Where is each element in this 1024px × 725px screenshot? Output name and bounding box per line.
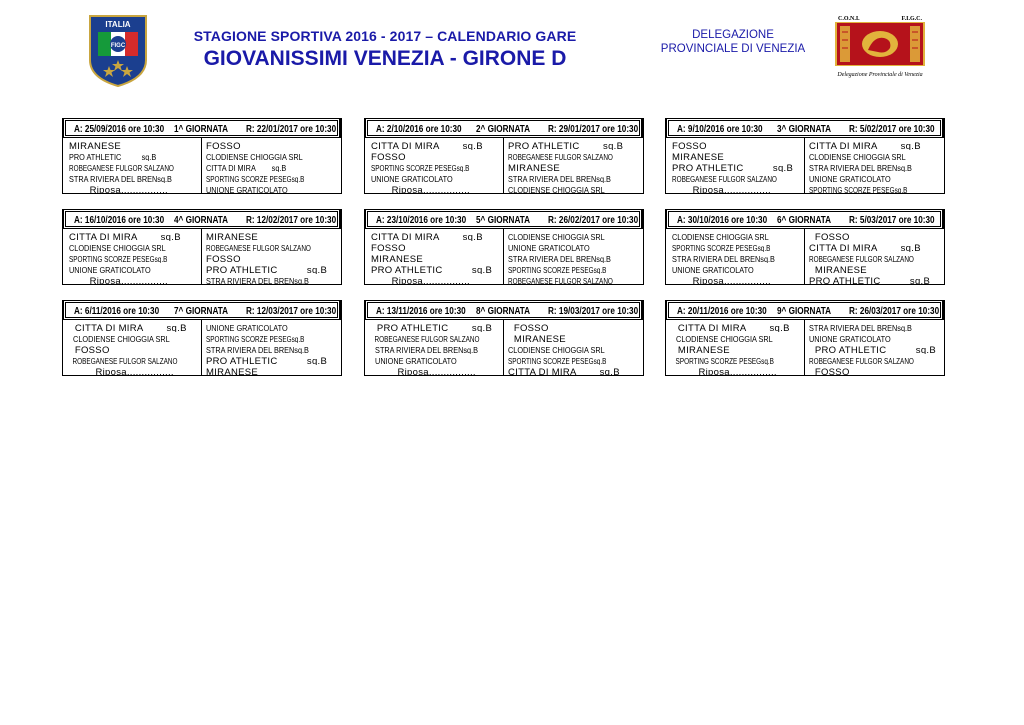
andata-date: A: 20/11/2016 ore 10:30 — [677, 305, 767, 317]
home-team: Riposa................ — [69, 276, 168, 285]
home-team-cell — [69, 139, 199, 150]
match-row — [365, 332, 645, 343]
home-team: MIRANESE — [672, 152, 725, 161]
away-team: ROBEGANESE FULGOR SALZANO — [508, 277, 613, 285]
away-team-cell — [809, 150, 943, 161]
home-team: STRA RIVIERA DEL BRENsq.B — [69, 174, 172, 183]
andata-date: A: 9/10/2016 ore 10:30 — [677, 123, 763, 135]
home-team: Riposa................ — [371, 185, 470, 194]
match-row — [365, 263, 645, 274]
home-team: ROBEGANESE FULGOR SALZANO — [69, 164, 174, 172]
andata-date: A: 23/10/2016 ore 10:30 — [376, 214, 467, 226]
round-number: 2^ GIORNATA — [476, 123, 531, 135]
home-team: Riposa................ — [672, 367, 777, 376]
home-team: CLODIENSE CHIOGGIA SRL — [69, 334, 170, 343]
home-team-cell — [672, 161, 802, 172]
match-row — [63, 354, 343, 365]
home-team: PRO ATHLETIC sq.B — [371, 265, 493, 274]
andata-date: A: 13/11/2016 ore 10:30 — [376, 305, 466, 317]
home-team: CLODIENSE CHIOGGIA SRL — [672, 232, 769, 241]
home-team-cell — [371, 150, 501, 161]
away-team: SPORTING SCORZE PESEGsq.B — [206, 335, 305, 343]
home-team: FOSSO — [69, 345, 110, 354]
ritorno-date: R: 12/03/2017 ore 10:30 — [246, 305, 337, 317]
venice-lion-logo — [834, 16, 926, 80]
away-team: CLODIENSE CHIOGGIA SRL — [508, 345, 605, 354]
home-team-cell — [672, 252, 802, 263]
match-row — [666, 161, 946, 172]
away-team-cell — [809, 332, 943, 343]
home-team: PRO ATHLETIC sq.B — [371, 323, 493, 332]
home-team-cell — [672, 354, 802, 365]
round-header — [62, 209, 342, 229]
andata-date: A: 2/10/2016 ore 10:30 — [376, 123, 462, 135]
delegation-line-2: PROVINCIALE DI VENEZIA — [660, 43, 806, 55]
away-team: FOSSO — [809, 232, 850, 241]
match-row — [365, 161, 645, 172]
ritorno-date: R: 26/02/2017 ore 10:30 — [548, 214, 639, 226]
away-team: PRO ATHLETIC sq.B — [206, 356, 328, 365]
home-team: UNIONE GRATICOLATO — [69, 265, 151, 274]
home-team-cell — [371, 274, 501, 285]
ritorno-date: R: 12/02/2017 ore 10:30 — [246, 214, 337, 226]
away-team-cell — [809, 252, 943, 263]
away-team: STRA RIVIERA DEL BRENsq.B — [809, 323, 912, 332]
match-row — [666, 321, 946, 332]
away-team: CITTA DI MIRA sq.B — [809, 141, 921, 150]
away-team-cell — [206, 321, 340, 332]
away-team-cell — [206, 354, 340, 365]
home-team-cell — [672, 321, 802, 332]
home-team-cell — [371, 321, 501, 332]
home-team-cell — [371, 343, 501, 354]
ritorno-date: R: 26/03/2017 ore 10:30 — [849, 305, 940, 317]
round-card — [665, 300, 945, 376]
round-header — [62, 300, 342, 320]
match-row — [666, 274, 946, 285]
away-team: SPORTING SCORZE PESEGsq.B — [206, 175, 305, 183]
round-header — [665, 209, 945, 229]
round-card — [62, 300, 342, 376]
away-team-cell — [809, 354, 943, 365]
away-team: CLODIENSE CHIOGGIA SRL — [206, 152, 303, 161]
home-team-cell — [69, 263, 199, 274]
figc-shield-logo — [88, 14, 148, 88]
away-team: CLODIENSE CHIOGGIA SRL — [809, 152, 906, 161]
ritorno-date: R: 5/03/2017 ore 10:30 — [849, 214, 935, 226]
away-team-cell — [809, 172, 943, 183]
home-team-cell — [69, 274, 199, 285]
round-header — [364, 118, 644, 138]
home-team-cell — [69, 172, 199, 183]
match-row — [666, 354, 946, 365]
match-list — [62, 138, 342, 194]
home-team: Riposa................ — [371, 367, 476, 376]
away-team: CLODIENSE CHIOGGIA SRL — [508, 232, 605, 241]
away-team: ROBEGANESE FULGOR SALZANO — [809, 255, 914, 263]
home-team-cell — [672, 274, 802, 285]
match-list — [665, 229, 945, 285]
svg-text:FIGC: FIGC — [110, 43, 126, 49]
away-team: UNIONE GRATICOLATO — [206, 323, 288, 332]
away-team: CLODIENSE CHIOGGIA SRL — [508, 185, 605, 194]
home-team: UNIONE GRATICOLATO — [371, 356, 457, 365]
away-team: FOSSO — [206, 254, 241, 263]
home-team-cell — [371, 161, 501, 172]
page-title: GIOVANISSIMI VENEZIA - GIRONE D — [203, 47, 567, 70]
match-row — [365, 252, 645, 263]
match-row — [666, 332, 946, 343]
home-team-cell — [69, 343, 199, 354]
away-team-cell — [508, 354, 642, 365]
home-team-cell — [69, 241, 199, 252]
ritorno-date: R: 19/03/2017 ore 10:30 — [548, 305, 639, 317]
home-team-cell — [672, 139, 802, 150]
round-card — [62, 118, 342, 194]
home-team: CLODIENSE CHIOGGIA SRL — [69, 243, 166, 252]
away-team-cell — [508, 161, 642, 172]
away-team-cell — [809, 263, 943, 274]
home-team-cell — [672, 183, 802, 194]
home-team-cell — [371, 172, 501, 183]
match-row — [365, 139, 645, 150]
ritorno-date: R: 29/01/2017 ore 10:30 — [548, 123, 639, 135]
away-team-cell — [508, 230, 642, 241]
away-team: FOSSO — [508, 323, 549, 332]
away-team-cell — [809, 241, 943, 252]
match-row — [666, 139, 946, 150]
away-team-cell — [809, 183, 943, 194]
away-team: STRA RIVIERA DEL BRENsq.B — [206, 345, 309, 354]
match-row — [63, 161, 343, 172]
match-row — [63, 172, 343, 183]
home-team-cell — [371, 230, 501, 241]
away-team-cell — [508, 365, 642, 376]
home-team: SPORTING SCORZE PESEGsq.B — [672, 357, 774, 365]
away-team-cell — [206, 150, 340, 161]
match-row — [666, 241, 946, 252]
home-team: Riposa................ — [672, 185, 771, 194]
match-row — [365, 321, 645, 332]
andata-date: A: 6/11/2016 ore 10:30 — [74, 305, 160, 317]
match-row — [365, 365, 645, 376]
match-row — [365, 172, 645, 183]
figc-label: F.I.G.C. — [901, 16, 922, 22]
match-row — [666, 263, 946, 274]
home-team-cell — [672, 332, 802, 343]
home-team: Riposa................ — [371, 276, 470, 285]
away-team-cell — [206, 332, 340, 343]
away-team-cell — [508, 332, 642, 343]
away-team-cell — [809, 321, 943, 332]
home-team-cell — [672, 241, 802, 252]
home-team-cell — [371, 365, 501, 376]
away-team: MIRANESE — [206, 232, 259, 241]
home-team-cell — [69, 183, 199, 194]
home-team-cell — [69, 354, 199, 365]
match-row — [63, 365, 343, 376]
match-list — [665, 138, 945, 194]
andata-date: A: 16/10/2016 ore 10:30 — [74, 214, 165, 226]
match-list — [62, 229, 342, 285]
match-row — [63, 343, 343, 354]
home-team: ROBEGANESE FULGOR SALZANO — [69, 357, 178, 365]
home-team: STRA RIVIERA DEL BRENsq.B — [672, 254, 775, 263]
home-team: SPORTING SCORZE PESEGsq.B — [69, 255, 168, 263]
delegation-line-1: DELEGAZIONE — [692, 29, 774, 41]
home-team: PRO ATHLETIC sq.B — [672, 163, 794, 172]
away-team: FOSSO — [206, 141, 241, 150]
round-header — [62, 118, 342, 138]
home-team-cell — [672, 343, 802, 354]
match-row — [666, 150, 946, 161]
match-row — [666, 230, 946, 241]
round-number: 7^ GIORNATA — [174, 305, 229, 317]
venice-logo-caption: Delegazione Provinciale di Venezia — [837, 72, 923, 78]
home-team: PRO ATHLETIC sq.B — [69, 152, 157, 161]
match-row — [63, 263, 343, 274]
away-team: SPORTING SCORZE PESEGsq.B — [809, 186, 908, 194]
away-team: MIRANESE — [809, 265, 867, 274]
away-team-cell — [508, 321, 642, 332]
home-team: FOSSO — [672, 141, 707, 150]
match-row — [365, 150, 645, 161]
away-team: UNIONE GRATICOLATO — [206, 185, 288, 194]
round-card — [364, 118, 644, 194]
away-team-cell — [206, 263, 340, 274]
andata-date: A: 25/09/2016 ore 10:30 — [74, 123, 165, 135]
home-team-cell — [69, 252, 199, 263]
away-team-cell — [206, 230, 340, 241]
title-block — [160, 28, 610, 71]
match-row — [63, 150, 343, 161]
home-team-cell — [371, 332, 501, 343]
home-team-cell — [371, 139, 501, 150]
round-card — [665, 118, 945, 194]
away-team: STRA RIVIERA DEL BRENsq.B — [206, 276, 309, 285]
away-team: ROBEGANESE FULGOR SALZANO — [508, 153, 613, 161]
ritorno-date: R: 5/02/2017 ore 10:30 — [849, 123, 935, 135]
match-row — [365, 274, 645, 285]
home-team: CITTA DI MIRA sq.B — [672, 323, 790, 332]
match-list — [364, 138, 644, 194]
home-team-cell — [672, 172, 802, 183]
match-list — [665, 320, 945, 376]
away-team-cell — [809, 274, 943, 285]
round-number: 9^ GIORNATA — [777, 305, 832, 317]
home-team: SPORTING SCORZE PESEGsq.B — [672, 244, 771, 252]
round-card — [665, 209, 945, 285]
away-team: MIRANESE — [508, 163, 561, 172]
home-team: SPORTING SCORZE PESEGsq.B — [371, 164, 470, 172]
home-team-cell — [69, 150, 199, 161]
away-team: PRO ATHLETIC sq.B — [809, 345, 937, 354]
away-team-cell — [508, 241, 642, 252]
away-team: ROBEGANESE FULGOR SALZANO — [809, 357, 914, 365]
home-team: MIRANESE — [672, 345, 730, 354]
away-team-cell — [508, 252, 642, 263]
home-team: CLODIENSE CHIOGGIA SRL — [672, 334, 773, 343]
home-team-cell — [371, 354, 501, 365]
away-team-cell — [809, 365, 943, 376]
home-team-cell — [672, 365, 802, 376]
page-header — [0, 0, 1024, 100]
home-team: Riposa................ — [69, 367, 174, 376]
home-team: Riposa................ — [69, 185, 168, 194]
away-team: PRO ATHLETIC sq.B — [809, 276, 931, 285]
match-row — [365, 354, 645, 365]
away-team: CITTA DI MIRA sq.B — [206, 163, 287, 172]
match-row — [63, 139, 343, 150]
round-header — [364, 300, 644, 320]
away-team-cell — [508, 183, 642, 194]
delegation-label — [648, 28, 818, 56]
away-team: MIRANESE — [508, 334, 566, 343]
away-team: MIRANESE — [206, 367, 259, 376]
away-team-cell — [508, 150, 642, 161]
home-team: STRA RIVIERA DEL BRENsq.B — [371, 345, 478, 354]
away-team-cell — [206, 252, 340, 263]
away-team-cell — [809, 139, 943, 150]
home-team: CITTA DI MIRA sq.B — [371, 141, 483, 150]
coni-label: C.O.N.I. — [838, 16, 860, 22]
away-team: PRO ATHLETIC sq.B — [206, 265, 328, 274]
round-header — [364, 209, 644, 229]
home-team-cell — [69, 365, 199, 376]
home-team-cell — [69, 332, 199, 343]
round-number: 1^ GIORNATA — [174, 123, 229, 135]
match-row — [63, 274, 343, 285]
match-row — [63, 252, 343, 263]
match-row — [63, 332, 343, 343]
round-number: 5^ GIORNATA — [476, 214, 531, 226]
away-team-cell — [508, 263, 642, 274]
away-team: SPORTING SCORZE PESEGsq.B — [508, 357, 607, 365]
andata-date: A: 30/10/2016 ore 10:30 — [677, 214, 768, 226]
home-team-cell — [371, 183, 501, 194]
away-team-cell — [206, 183, 340, 194]
away-team: FOSSO — [809, 367, 850, 376]
away-team-cell — [508, 139, 642, 150]
match-row — [365, 183, 645, 194]
away-team-cell — [206, 343, 340, 354]
round-number: 8^ GIORNATA — [476, 305, 531, 317]
match-row — [63, 321, 343, 332]
match-list — [364, 320, 644, 376]
away-team: CITTA DI MIRA sq.B — [508, 367, 620, 376]
home-team: CITTA DI MIRA sq.B — [371, 232, 483, 241]
away-team-cell — [206, 139, 340, 150]
away-team-cell — [206, 274, 340, 285]
figc-logo-label: ITALIA — [105, 20, 131, 29]
away-team-cell — [206, 365, 340, 376]
home-team-cell — [69, 321, 199, 332]
round-header — [665, 118, 945, 138]
away-team: STRA RIVIERA DEL BRENsq.B — [508, 174, 611, 183]
home-team-cell — [672, 263, 802, 274]
ritorno-date: R: 22/01/2017 ore 10:30 — [246, 123, 337, 135]
away-team: PRO ATHLETIC sq.B — [508, 141, 624, 150]
away-team-cell — [809, 230, 943, 241]
away-team: CITTA DI MIRA sq.B — [809, 243, 921, 252]
match-row — [63, 183, 343, 194]
home-team: ROBEGANESE FULGOR SALZANO — [371, 335, 480, 343]
away-team-cell — [809, 161, 943, 172]
home-team-cell — [69, 230, 199, 241]
home-team: ROBEGANESE FULGOR SALZANO — [672, 175, 777, 183]
away-team: SPORTING SCORZE PESEGsq.B — [508, 266, 607, 274]
match-row — [365, 241, 645, 252]
home-team: FOSSO — [371, 243, 406, 252]
match-list — [62, 320, 342, 376]
home-team: MIRANESE — [371, 254, 424, 263]
round-card — [364, 300, 644, 376]
away-team-cell — [206, 172, 340, 183]
home-team-cell — [371, 252, 501, 263]
home-team: FOSSO — [371, 152, 406, 161]
match-row — [63, 241, 343, 252]
home-team: Riposa................ — [672, 276, 771, 285]
match-row — [63, 230, 343, 241]
home-team: CITTA DI MIRA sq.B — [69, 323, 187, 332]
home-team: MIRANESE — [69, 141, 122, 150]
away-team-cell — [508, 343, 642, 354]
home-team-cell — [672, 150, 802, 161]
away-team-cell — [508, 172, 642, 183]
match-row — [666, 343, 946, 354]
round-header — [665, 300, 945, 320]
match-row — [365, 343, 645, 354]
match-row — [666, 365, 946, 376]
match-row — [365, 230, 645, 241]
round-card — [364, 209, 644, 285]
away-team: UNIONE GRATICOLATO — [508, 243, 590, 252]
away-team: STRA RIVIERA DEL BRENsq.B — [809, 163, 912, 172]
match-list — [364, 229, 644, 285]
away-team-cell — [508, 274, 642, 285]
away-team: UNIONE GRATICOLATO — [809, 174, 891, 183]
home-team: UNIONE GRATICOLATO — [672, 265, 754, 274]
away-team-cell — [206, 241, 340, 252]
away-team: ROBEGANESE FULGOR SALZANO — [206, 244, 311, 252]
round-number: 4^ GIORNATA — [174, 214, 229, 226]
round-number: 6^ GIORNATA — [777, 214, 832, 226]
home-team: UNIONE GRATICOLATO — [371, 174, 453, 183]
match-row — [666, 172, 946, 183]
home-team-cell — [371, 263, 501, 274]
match-row — [666, 252, 946, 263]
away-team-cell — [206, 161, 340, 172]
home-team-cell — [69, 161, 199, 172]
home-team-cell — [371, 241, 501, 252]
home-team-cell — [672, 230, 802, 241]
round-card — [62, 209, 342, 285]
season-heading: STAGIONE SPORTIVA 2016 - 2017 – CALENDARIO GARE — [193, 28, 577, 44]
home-team: CITTA DI MIRA sq.B — [69, 232, 181, 241]
round-number: 3^ GIORNATA — [777, 123, 832, 135]
away-team: UNIONE GRATICOLATO — [809, 334, 891, 343]
match-row — [666, 183, 946, 194]
away-team: STRA RIVIERA DEL BRENsq.B — [508, 254, 611, 263]
away-team-cell — [809, 343, 943, 354]
